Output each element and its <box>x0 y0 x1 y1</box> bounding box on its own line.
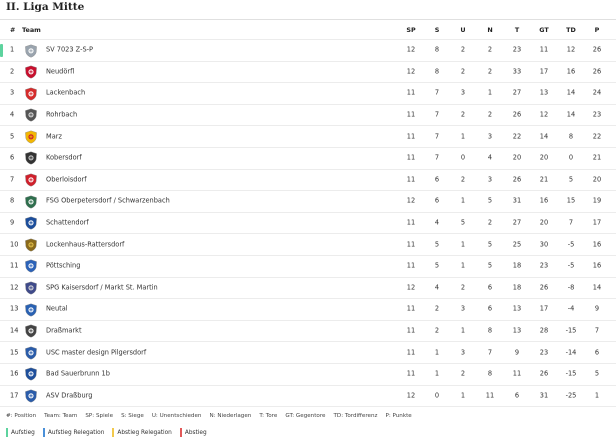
team-logo-icon <box>24 346 38 360</box>
stat-s: 4 <box>434 218 440 227</box>
stat-s: 5 <box>434 240 440 249</box>
stat-p: 1 <box>594 391 600 400</box>
stat-gt: 20 <box>539 218 549 227</box>
stat-sp: 12 <box>406 283 416 292</box>
team-logo-icon <box>24 216 38 230</box>
stat-gt: 23 <box>539 348 549 357</box>
stat-gt: 16 <box>539 197 549 206</box>
stat-t: 13 <box>512 326 522 335</box>
team-position: 5 <box>10 132 15 141</box>
header-p: P <box>594 25 600 34</box>
stat-t: 31 <box>512 197 522 206</box>
stat-p: 9 <box>594 305 600 314</box>
stat-gt: 13 <box>539 89 549 98</box>
stat-n: 5 <box>487 240 493 249</box>
stat-t: 26 <box>512 175 522 184</box>
legend-item: P: Punkte <box>385 413 412 419</box>
stat-sp: 11 <box>406 348 416 357</box>
stat-t: 22 <box>512 132 522 141</box>
stat-td: -8 <box>567 283 575 292</box>
team-position: 9 <box>10 218 15 227</box>
team-name-link[interactable]: Lackenbach <box>46 89 86 98</box>
legend-item: U: Unentschieden <box>151 413 202 419</box>
team-logo-icon <box>24 324 38 338</box>
team-name-link[interactable]: Kobersdorf <box>46 153 82 162</box>
stat-u: 1 <box>460 261 466 270</box>
stat-gt: 17 <box>539 305 549 314</box>
stat-u: 3 <box>460 348 466 357</box>
table-row[interactable] <box>0 234 616 256</box>
team-name-link[interactable]: Bad Sauerbrunn 1b <box>46 369 110 378</box>
stat-u: 1 <box>460 240 466 249</box>
stat-s: 7 <box>434 110 440 119</box>
team-position: 4 <box>10 110 15 119</box>
table-row[interactable] <box>0 126 616 148</box>
header-td: TD <box>566 25 576 34</box>
stat-u: 1 <box>460 132 466 141</box>
stat-sp: 11 <box>406 240 416 249</box>
stat-u: 1 <box>460 197 466 206</box>
table-row[interactable] <box>0 321 616 343</box>
stat-t: 18 <box>512 283 522 292</box>
stat-n: 6 <box>487 305 493 314</box>
team-logo-icon <box>24 151 38 165</box>
stat-td: 16 <box>566 67 576 76</box>
team-position: 1 <box>10 46 15 54</box>
stat-sp: 11 <box>406 326 416 335</box>
stat-u: 2 <box>460 369 466 378</box>
header-team: Team <box>22 25 41 34</box>
team-position: 10 <box>10 240 19 249</box>
team-name-link[interactable]: Oberloisdorf <box>46 175 87 184</box>
team-position: 8 <box>10 197 15 206</box>
team-name-link[interactable]: USC master design Pilgersdorf <box>46 348 147 357</box>
header-position: # <box>10 25 16 34</box>
legend-item: S: Siege <box>121 413 144 419</box>
team-logo-icon <box>24 44 38 58</box>
team-position: 6 <box>10 153 15 162</box>
header-n: N <box>487 25 493 34</box>
stat-t: 25 <box>512 240 522 249</box>
stat-s: 4 <box>434 283 440 292</box>
stat-n: 7 <box>487 348 493 357</box>
team-logo-icon <box>24 108 38 122</box>
stat-s: 8 <box>434 67 440 76</box>
stat-gt: 21 <box>539 175 549 184</box>
stat-gt: 26 <box>539 283 549 292</box>
stat-u: 2 <box>460 110 466 119</box>
abbreviation-legend <box>6 413 420 419</box>
team-position: 7 <box>10 175 15 184</box>
stat-td: -25 <box>565 391 577 400</box>
legend-item: T: Tore <box>259 413 278 419</box>
stat-n: 8 <box>487 369 493 378</box>
status-legend-item <box>180 428 207 437</box>
stat-t: 20 <box>512 153 522 162</box>
stat-t: 13 <box>512 305 522 314</box>
stat-gt: 11 <box>539 46 549 54</box>
stat-p: 20 <box>592 175 602 184</box>
team-name-link[interactable]: Neutal <box>46 305 68 314</box>
stat-t: 27 <box>512 89 522 98</box>
stat-td: 5 <box>568 175 574 184</box>
team-logo-icon <box>24 259 38 273</box>
stat-p: 16 <box>592 240 602 249</box>
table-row[interactable] <box>0 342 616 364</box>
team-name-link[interactable]: Pöttsching <box>46 261 81 270</box>
team-position: 13 <box>10 305 19 314</box>
legend-item: TD: Tordifferenz <box>333 413 378 419</box>
table-row[interactable] <box>0 364 616 386</box>
stat-t: 26 <box>512 110 522 119</box>
stat-sp: 11 <box>406 175 416 184</box>
stat-n: 6 <box>487 283 493 292</box>
stat-t: 27 <box>512 218 522 227</box>
table-row[interactable] <box>0 40 616 62</box>
stat-n: 11 <box>485 391 495 400</box>
stat-td: -4 <box>567 305 575 314</box>
stat-s: 7 <box>434 153 440 162</box>
stat-p: 14 <box>592 283 602 292</box>
team-name-link[interactable]: FSG Oberpetersdorf / Schwarzenbach <box>46 197 170 206</box>
team-position: 15 <box>10 348 19 357</box>
status-label: Aufstieg Relegation <box>47 429 105 436</box>
team-logo-icon <box>24 238 38 252</box>
stat-gt: 28 <box>539 326 549 335</box>
stat-t: 6 <box>514 391 520 400</box>
legend-item: GT: Gegentore <box>285 413 326 419</box>
standings-table <box>0 20 616 407</box>
stat-sp: 11 <box>406 132 416 141</box>
stat-n: 2 <box>487 218 493 227</box>
stat-td: -14 <box>565 348 577 357</box>
stat-s: 6 <box>434 197 440 206</box>
team-logo-icon <box>24 195 38 209</box>
stat-p: 17 <box>592 218 602 227</box>
team-name-link[interactable]: SV 7023 Z-S-P <box>46 46 93 54</box>
stat-td: -15 <box>565 369 577 378</box>
team-logo-icon <box>24 130 38 144</box>
team-logo-icon <box>24 87 38 101</box>
stat-p: 26 <box>592 67 602 76</box>
stat-s: 1 <box>434 369 440 378</box>
table-row[interactable] <box>0 299 616 321</box>
stat-s: 2 <box>434 326 440 335</box>
stat-p: 16 <box>592 261 602 270</box>
stat-td: 7 <box>568 218 574 227</box>
status-swatch <box>43 428 45 437</box>
table-row[interactable] <box>0 62 616 84</box>
table-header-row <box>0 20 616 40</box>
stat-sp: 12 <box>406 391 416 400</box>
stat-td: 12 <box>566 46 576 54</box>
team-position: 14 <box>10 326 19 335</box>
team-logo-icon <box>24 173 38 187</box>
status-marker <box>0 44 3 57</box>
status-label: Abstieg <box>184 429 207 436</box>
header-s: S <box>434 25 440 34</box>
stat-n: 3 <box>487 175 493 184</box>
stat-p: 7 <box>594 326 600 335</box>
stat-gt: 12 <box>539 110 549 119</box>
stat-s: 5 <box>434 261 440 270</box>
status-label: Aufstieg <box>11 429 35 436</box>
stat-p: 5 <box>594 369 600 378</box>
team-position: 11 <box>10 261 19 270</box>
stat-u: 2 <box>460 175 466 184</box>
table-row[interactable] <box>0 256 616 278</box>
stat-n: 5 <box>487 261 493 270</box>
stat-sp: 12 <box>406 197 416 206</box>
stat-p: 26 <box>592 46 602 54</box>
team-name-link[interactable]: Lockenhaus-Rattersdorf <box>46 240 125 249</box>
team-name-link[interactable]: Schattendorf <box>46 218 89 227</box>
stat-td: -15 <box>565 326 577 335</box>
stat-p: 6 <box>594 348 600 357</box>
stat-s: 1 <box>434 348 440 357</box>
stat-gt: 23 <box>539 261 549 270</box>
team-name-link[interactable]: Neudörfl <box>46 67 75 76</box>
team-logo-icon <box>24 65 38 79</box>
stat-p: 21 <box>592 153 602 162</box>
stat-n: 8 <box>487 326 493 335</box>
header-gt: GT <box>539 25 549 34</box>
header-sp: SP <box>406 25 416 34</box>
stat-gt: 20 <box>539 153 549 162</box>
status-legend-item <box>112 428 171 437</box>
team-position: 12 <box>10 283 19 292</box>
legend-item: Team: Team <box>44 413 78 419</box>
team-logo-icon <box>24 303 38 317</box>
stat-n: 2 <box>487 46 493 54</box>
stat-gt: 26 <box>539 369 549 378</box>
stat-sp: 12 <box>406 67 416 76</box>
stat-n: 1 <box>487 89 493 98</box>
stat-s: 8 <box>434 46 440 54</box>
stat-n: 4 <box>487 153 493 162</box>
table-row[interactable] <box>0 148 616 170</box>
stat-gt: 17 <box>539 67 549 76</box>
stat-td: 14 <box>566 89 576 98</box>
stat-s: 0 <box>434 391 440 400</box>
legend-item: SP: Spiele <box>85 413 114 419</box>
legend-item: #: Position <box>6 413 37 419</box>
header-u: U <box>460 25 466 34</box>
stat-td: 8 <box>568 132 574 141</box>
team-name-link[interactable]: Rohrbach <box>46 110 78 119</box>
stat-sp: 11 <box>406 89 416 98</box>
stat-sp: 12 <box>406 46 416 54</box>
stat-u: 0 <box>460 153 466 162</box>
stat-td: 0 <box>568 153 574 162</box>
stat-t: 33 <box>512 67 522 76</box>
stat-sp: 11 <box>406 261 416 270</box>
status-swatch <box>180 428 182 437</box>
status-legend-item <box>43 428 105 437</box>
stat-t: 9 <box>514 348 520 357</box>
team-logo-icon <box>24 281 38 295</box>
stat-s: 7 <box>434 89 440 98</box>
table-row[interactable] <box>0 191 616 213</box>
stat-u: 1 <box>460 326 466 335</box>
header-t: T <box>514 25 520 34</box>
page-title: II. Liga Mitte <box>6 1 85 13</box>
team-name-link[interactable]: Draßmarkt <box>46 326 82 335</box>
stat-td: -5 <box>567 240 575 249</box>
stat-p: 22 <box>592 132 602 141</box>
stat-p: 19 <box>592 197 602 206</box>
stat-td: 15 <box>566 197 576 206</box>
stat-s: 6 <box>434 175 440 184</box>
table-row[interactable] <box>0 386 616 408</box>
status-label: Abstieg Relegation <box>117 429 172 436</box>
stat-p: 24 <box>592 89 602 98</box>
stat-sp: 11 <box>406 153 416 162</box>
stat-sp: 11 <box>406 110 416 119</box>
stat-s: 7 <box>434 132 440 141</box>
status-swatch <box>6 428 8 437</box>
stat-sp: 11 <box>406 305 416 314</box>
stat-t: 18 <box>512 261 522 270</box>
team-position: 17 <box>10 391 19 400</box>
status-swatch <box>112 428 114 437</box>
stat-n: 2 <box>487 67 493 76</box>
table-row[interactable] <box>0 213 616 235</box>
stat-td: 14 <box>566 110 576 119</box>
status-legend <box>6 428 215 437</box>
stat-t: 11 <box>512 369 522 378</box>
stat-gt: 14 <box>539 132 549 141</box>
stat-sp: 11 <box>406 218 416 227</box>
stat-s: 2 <box>434 305 440 314</box>
table-row[interactable] <box>0 105 616 127</box>
team-position: 2 <box>10 67 15 76</box>
team-position: 16 <box>10 369 19 378</box>
stat-gt: 31 <box>539 391 549 400</box>
stat-u: 1 <box>460 391 466 400</box>
stat-u: 2 <box>460 283 466 292</box>
team-logo-icon <box>24 367 38 381</box>
stat-u: 3 <box>460 305 466 314</box>
table-row[interactable] <box>0 170 616 192</box>
stat-n: 2 <box>487 110 493 119</box>
stat-n: 5 <box>487 197 493 206</box>
stat-td: -5 <box>567 261 575 270</box>
stat-u: 2 <box>460 67 466 76</box>
stat-u: 2 <box>460 46 466 54</box>
team-position: 3 <box>10 89 15 98</box>
team-name-link[interactable]: SPG Kaisersdorf / Markt St. Martin <box>46 283 158 292</box>
legend-item: N: Niederlagen <box>209 413 252 419</box>
stat-n: 3 <box>487 132 493 141</box>
stat-u: 3 <box>460 89 466 98</box>
stat-p: 23 <box>592 110 602 119</box>
table-row[interactable] <box>0 83 616 105</box>
team-name-link[interactable]: Marz <box>46 132 62 141</box>
stat-sp: 11 <box>406 369 416 378</box>
team-name-link[interactable]: ASV Draßburg <box>46 391 93 400</box>
stat-gt: 30 <box>539 240 549 249</box>
stat-t: 23 <box>512 46 522 54</box>
stat-u: 5 <box>460 218 466 227</box>
team-logo-icon <box>24 389 38 403</box>
status-legend-item <box>6 428 35 437</box>
table-row[interactable] <box>0 278 616 300</box>
